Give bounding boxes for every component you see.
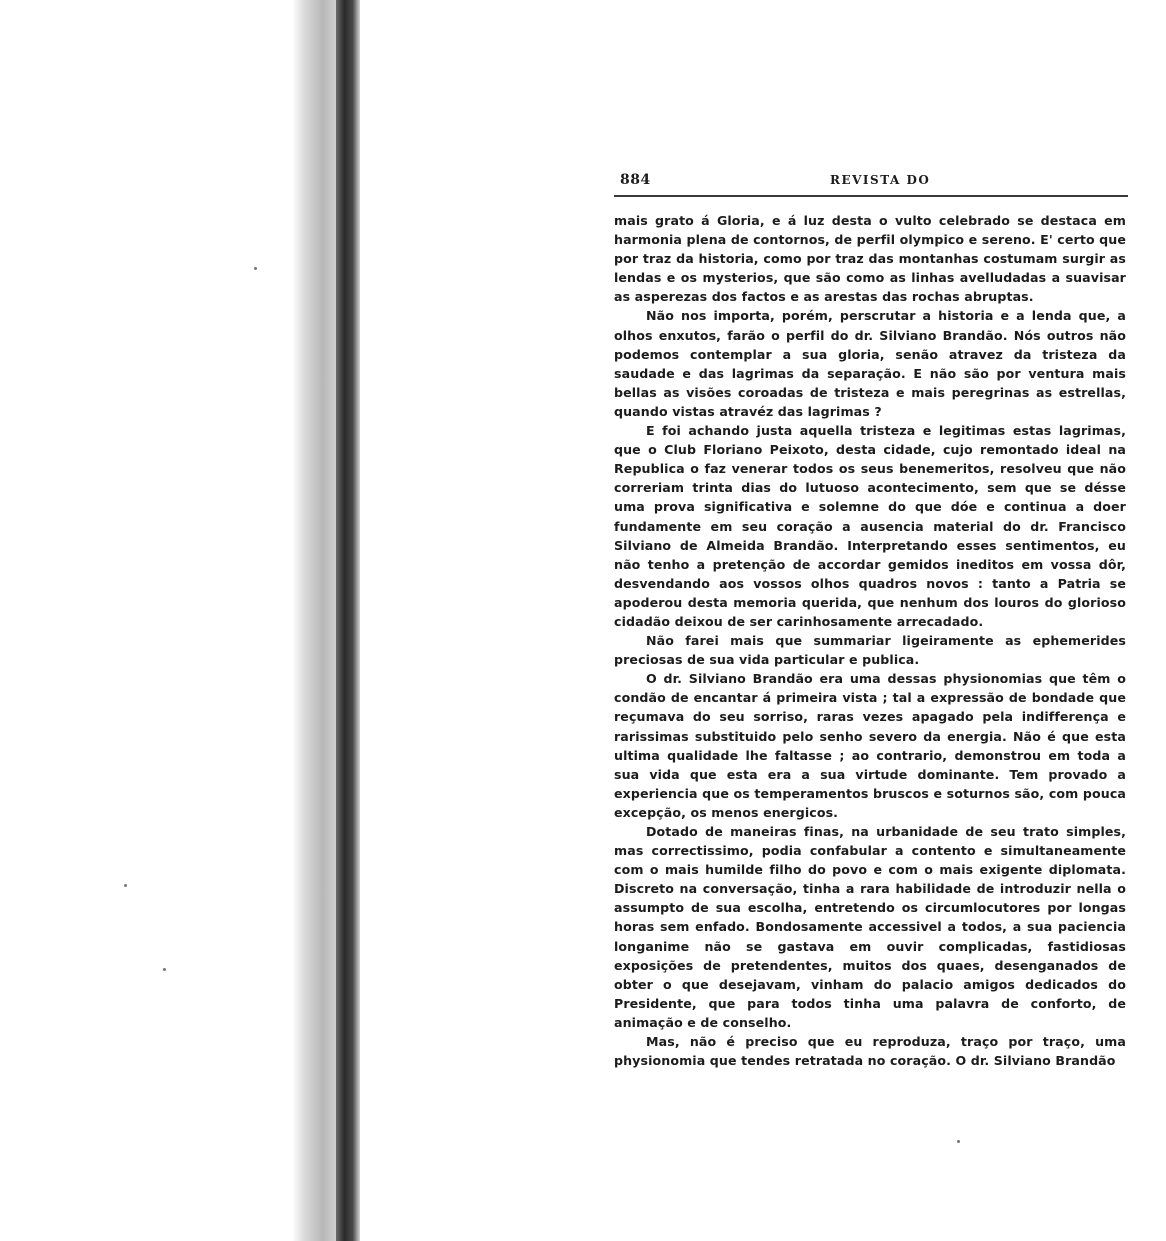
journal-title: REVISTA DO	[830, 173, 931, 187]
scan-speck	[124, 884, 127, 887]
paragraph: Não farei mais que summariar ligeiramente as ephemerides preciosas de sua vida particular e publica.	[614, 633, 1126, 668]
scan-speck	[163, 968, 166, 971]
scan-speck	[957, 1140, 960, 1143]
paragraph: O dr. Silviano Brandão era uma dessas physionomias que têm o condão de encantar á primeira vista ; tal a expressão de bondade que reçumava do seu sorriso, raras vezes apagado pela indifferença e rarissimas substituido pelo senho severo da energia. Não é que esta ultima qualidade lhe faltasse ; ao contrario, demonstrou em toda a sua vida que esta era a sua virtude dominante. Tem provado a experiencia que os temperamentos bruscos e soturnos são, com pouca excepção, os menos energicos.	[614, 671, 1126, 820]
document-page	[614, 172, 1126, 1070]
running-head	[614, 172, 1126, 194]
body-text	[614, 211, 1126, 1070]
scan-speck	[254, 267, 257, 270]
paragraph: Mas, não é preciso que eu reproduza, traço por traço, uma physionomia que tendes retratada no coração. O dr. Silviano Brandão	[614, 1034, 1126, 1069]
binding-gutter-edge	[336, 0, 360, 1241]
page-number: 884	[620, 172, 651, 188]
paragraph: Dotado de maneiras finas, na urbanidade de seu trato simples, mas correctissimo, podia confabular a contento e simultaneamente com o mais humilde filho do povo e com o mais exigente diplomata. Discreto na conversação, tinha a rara habilidade de introduzir nella o assumpto de sua escolha, entretendo os circumlocutores por longas horas sem enfado. Bondosamente accessivel a todos, a sua paciencia longanime não se gastava em ouvir complicadas, fastidiosas exposições de pretendentes, muitos dos quaes, desenganados de obter o que desejavam, vinham do palacio amigos dedicados do Presidente, que para todos tinha uma palavra de conforto, de animação e de conselho.	[614, 824, 1126, 1030]
paragraph: Não nos importa, porém, perscrutar a historia e a lenda que, a olhos enxutos, farão o perfil do dr. Silviano Brandão. Nós outros não podemos contemplar a sua gloria, senão atravez da tristeza da saudade e das lagrimas da separação. E não são por ventura mais bellas as visões coroadas de tristeza e mais peregrinas as estrellas, quando vistas atravéz das lagrimas ?	[614, 308, 1126, 419]
binding-gutter-shadow	[292, 0, 336, 1241]
paragraph: mais grato á Gloria, e á luz desta o vulto celebrado se destaca em harmonia plena de contornos, de perfil olympico e sereno. E' certo que por traz da historia, como por traz das montanhas costumam surgir as lendas e os mysterios, que são como as linhas avelludadas a suavisar as asperezas dos factos e as arestas das rochas abruptas.	[614, 213, 1127, 305]
header-rule	[614, 195, 1128, 197]
paragraph: E foi achando justa aquella tristeza e legitimas estas lagrimas, que o Club Floriano Peixoto, desta cidade, cujo remontado ideal na Republica o faz venerar todos os seus benemeritos, resolveu que não correriam trinta dias do lutuoso acontecimento, sem que se désse uma prova significativa e solemne do que dóe e continua a doer fundamente em seu coração a ausencia material do dr. Francisco Silviano de Almeida Brandão. Interpretando esses sentimentos, eu não tenho a pretenção de accordar gemidos ineditos em vossa dôr, desvendando aos vossos olhos quadros novos : tanto a Patria se apoderou desta memoria querida, que nenhum dos louros do glorioso cidadão deixou de ser carinhosamente arrecadado.	[614, 423, 1126, 629]
